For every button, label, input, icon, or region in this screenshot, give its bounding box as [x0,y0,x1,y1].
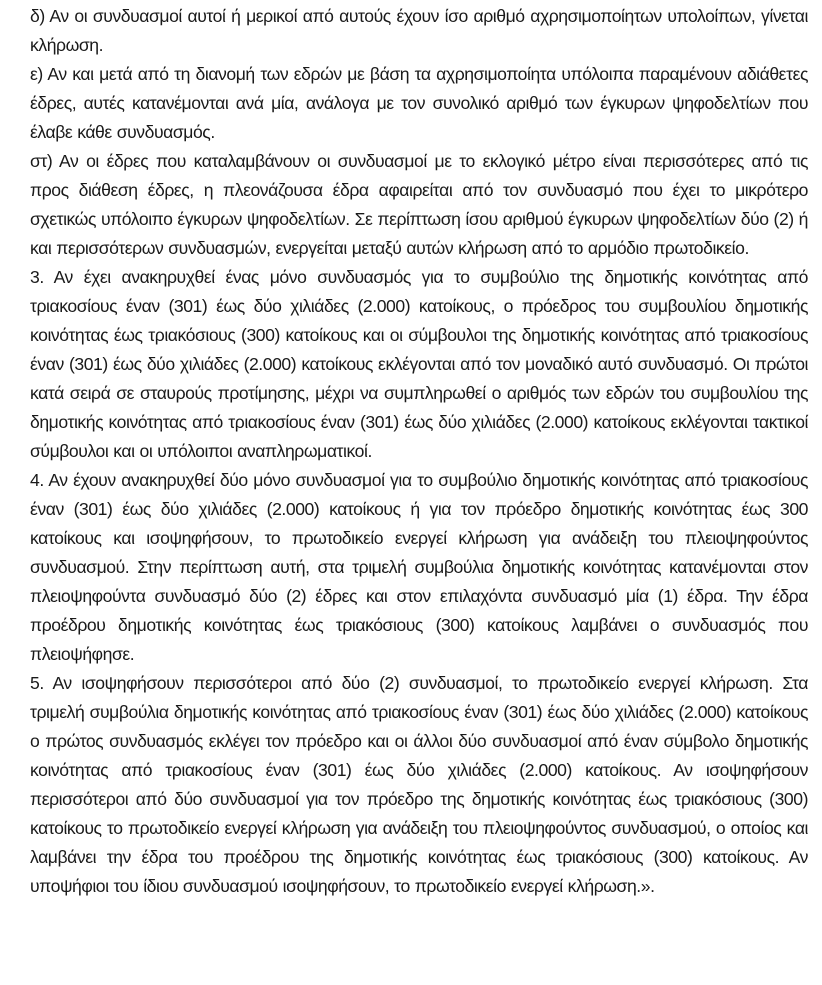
document-page [30,2,808,901]
paragraph-item-4: 4. Αν έχουν ανακηρυχθεί δύο μόνο συνδυασμοί για το συμβούλιο δημοτικής κοινότητας από τριακοσίους έναν (301) έως δύο χιλιάδες (2.000) κατοίκους ή για τον πρόεδρο δημοτικής κοινότητας έως 300 κατοίκους και ισοψηφήσουν, το πρωτοδικείο ενεργεί κλήρωση για ανάδειξη του πλειοψηφούντος συνδυασμού. Στην περίπτωση αυτή, στα τριμελή συμβούλια δημοτικής κοινότητας κατανέμονται στον πλειοψηφούντα συνδυασμό δύο (2) έδρες και στον επιλαχόντα συνδυασμό μία (1) έδρα. Την έδρα προέδρου δημοτικής κοινότητας έως τριακόσιους (300) κατοίκους λαμβάνει ο συνδυασμός που πλειοψήφησε. [30,470,808,664]
paragraph-epsilon: ε) Αν και μετά από τη διανομή των εδρών με βάση τα αχρησιμοποίητα υπόλοιπα παραμένουν αδιάθετες έδρες, αυτές κατανέμονται ανά μία, ανάλογα με τον συνολικό αριθμό των έγκυρων ψηφοδελτίων που έλαβε κάθε συνδυασμός. [30,64,808,142]
paragraph-item-3: 3. Αν έχει ανακηρυχθεί ένας μόνο συνδυασμός για το συμβούλιο της δημοτικής κοινότητας από τριακοσίους έναν (301) έως δύο χιλιάδες (2.000) κατοίκους, ο πρόεδρος του συμβουλίου δημοτικής κοινότητας έως τριακόσιους (300) κατοίκους και οι σύμβουλοι της δημοτικής κοινότητας από τριακοσίους έναν (301) έως δύο χιλιάδες (2.000) κατοίκους εκλέγονται από τον μοναδικό αυτό συνδυασμό. Οι πρώτοι κατά σειρά σε σταυρούς προτίμησης, μέχρι να συμπληρωθεί ο αριθμός των εδρών του συμβουλίου της δημοτικής κοινότητας από τριακοσίους έναν (301) έως δύο χιλιάδες (2.000) κατοίκους εκλέγονται τακτικοί σύμβουλοι και οι υπόλοιποι αναπληρωματικοί. [30,267,808,461]
paragraph-item-5: 5. Αν ισοψηφήσουν περισσότεροι από δύο (2) συνδυασμοί, το πρωτοδικείο ενεργεί κλήρωση. Στα τριμελή συμβούλια δημοτικής κοινότητας από τριακοσίους έναν (301) έως δύο χιλιάδες (2.000) κατοίκους ο πρώτος συνδυασμός εκλέγει τον πρόεδρο και οι άλλοι δύο συνδυασμοί από έναν σύμβολο δημοτικής κοινότητας από τριακοσίους έναν (301) έως δύο χιλιάδες (2.000) κατοίκους. Αν ισοψηφήσουν περισσότεροι από δύο συνδυασμοί για τον πρόεδρο της δημοτικής κοινότητας έως τριακόσιους (300) κατοίκους το πρωτοδικείο ενεργεί κλήρωση για ανάδειξη του πλειοψηφούντος συνδυασμού, ο οποίος και λαμβάνει την έδρα του προέδρου της δημοτικής κοινότητας έως τριακόσιους (300) κατοίκους. Αν υποψήφιοι του ίδιου συνδυασμού ισοψηφήσουν, το πρωτοδικείο ενεργεί κλήρωση.». [30,673,808,896]
paragraph-delta: δ) Αν οι συνδυασμοί αυτοί ή μερικοί από αυτούς έχουν ίσο αριθμό αχρησιμοποίητων υπολοίπων, γίνεται κλήρωση. [30,6,808,55]
paragraph-stigma: στ) Αν οι έδρες που καταλαμβάνουν οι συνδυασμοί με το εκλογικό μέτρο είναι περισσότερες από τις προς διάθεση έδρες, η πλεονάζουσα έδρα αφαιρείται από τον συνδυασμό που έχει το μικρότερο σχετικώς υπόλοιπο έγκυρων ψηφοδελτίων. Σε περίπτωση ίσου αριθμού έγκυρων ψηφοδελτίων δύο (2) ή και περισσότερων συνδυασμών, ενεργείται μεταξύ αυτών κλήρωση από το αρμόδιο πρωτοδικείο. [30,151,808,258]
